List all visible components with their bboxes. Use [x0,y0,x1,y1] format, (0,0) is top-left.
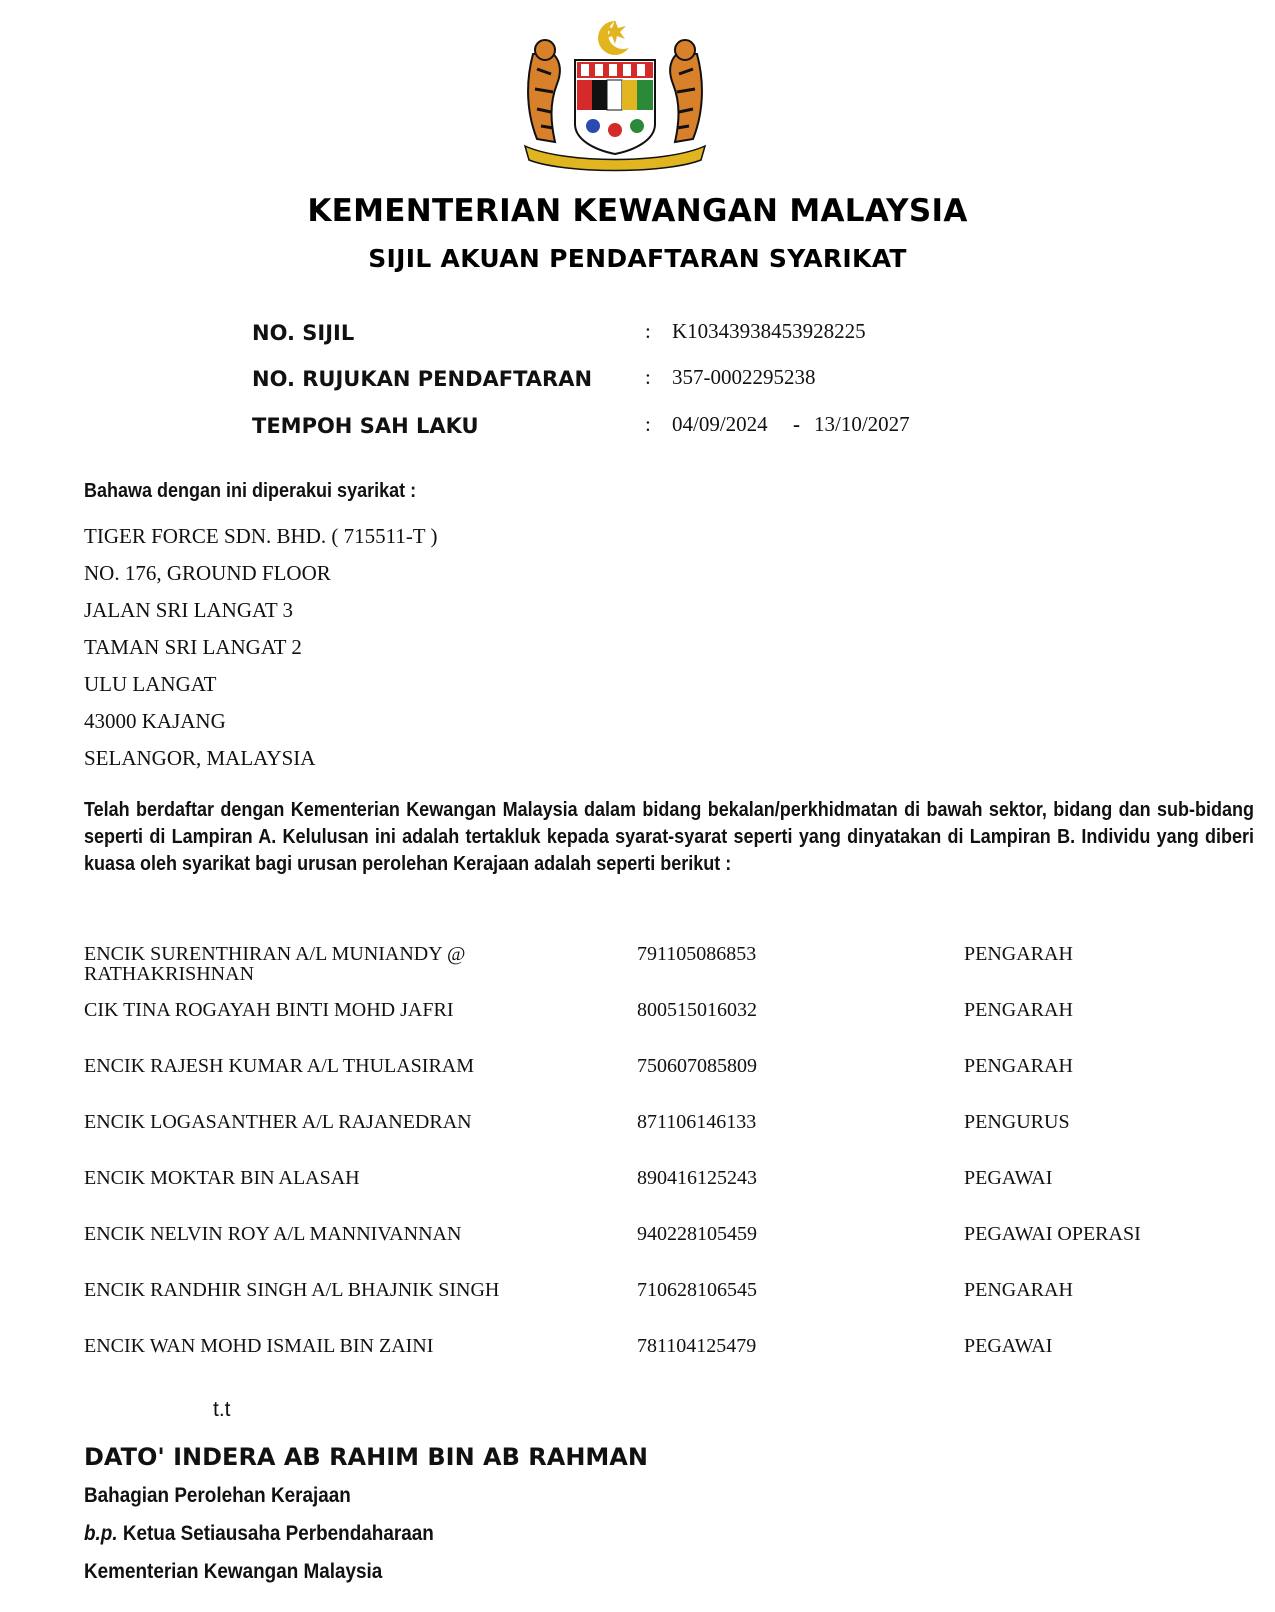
person-role: PENGARAH [964,943,1073,965]
bp-prefix: b.p. [84,1522,118,1545]
person-role: PENGARAH [964,999,1073,1021]
ref-no-row [252,367,1052,397]
person-role: PEGAWAI OPERASI [964,1223,1141,1245]
person-id: 800515016032 [637,999,757,1021]
validity-from: 04/09/2024 [672,412,768,436]
signed-marker: t.t [213,1398,231,1421]
address-line: SELANGOR, MALAYSIA [84,746,316,770]
bp-title: Ketua Setiausaha Perbendaharaan [117,1522,434,1545]
person-id: 890416125243 [637,1167,757,1189]
colon: : [645,365,651,389]
signatory-division: Bahagian Perolehan Kerajaan [84,1484,351,1507]
person-id: 940228105459 [637,1223,757,1245]
signatory-ministry: Kementerian Kewangan Malaysia [84,1560,383,1583]
person-role: PEGAWAI [964,1335,1053,1357]
validity-separator: - [793,412,800,436]
person-role: PENGARAH [964,1279,1073,1301]
person-name: ENCIK MOKTAR BIN ALASAH [84,1167,360,1189]
person-id: 871106146133 [637,1111,757,1133]
ministry-title: KEMENTERIAN KEWANGAN MALAYSIA [307,193,968,229]
address-line: 43000 KAJANG [84,709,226,733]
address-line: NO. 176, GROUND FLOOR [84,561,331,585]
validity-to: 13/10/2027 [814,412,910,436]
ref-no-label: NO. RUJUKAN PENDAFTARAN [252,367,593,391]
address-line: TAMAN SRI LANGAT 2 [84,635,302,659]
company-name: TIGER FORCE SDN. BHD. ( 715511-T ) [84,524,438,548]
address-line: JALAN SRI LANGAT 3 [84,598,294,622]
person-name: ENCIK RANDHIR SINGH A/L BHAJNIK SINGH [84,1279,500,1301]
cert-no-label: NO. SIJIL [252,321,355,345]
person-name: ENCIK RAJESH KUMAR A/L THULASIRAM [84,1055,475,1077]
cert-no-row [252,321,1052,351]
person-id: 750607085809 [637,1055,757,1077]
ref-no-value: 357-0002295238 [672,365,816,389]
address-line: ULU LANGAT [84,672,217,696]
signatory-name: DATO' INDERA AB RAHIM BIN AB RAHMAN [84,1443,648,1471]
cert-no-value: K10343938453928225 [672,319,866,343]
person-role: PENGARAH [964,1055,1073,1077]
colon: : [645,319,651,343]
intro-text: Bahawa dengan ini diperakui syarikat : [84,480,417,502]
person-name: ENCIK SURENTHIRAN A/L MUNIANDY @ RATHAKRISHNAN [84,943,466,985]
coat-of-arms-icon [515,14,715,174]
person-name: ENCIK NELVIN ROY A/L MANNIVANNAN [84,1223,462,1245]
registration-paragraph: Telah berdaftar dengan Kementerian Kewangan Malaysia dalam bidang bekalan/perkhidmatan di bawah sektor, bidang dan sub-bidang seperti di Lampiran A. Kelulusan ini adalah tertakluk kepada syarat-syarat seperti yang dinyatakan di Lampiran B. Individu yang diberi kuasa oleh syarikat bagi urusan perolehan Kerajaan adalah seperti berikut : [84,799,1254,875]
person-role: PENGURUS [964,1111,1070,1133]
person-id: 710628106545 [637,1279,757,1301]
colon: : [645,412,651,436]
person-name: ENCIK WAN MOHD ISMAIL BIN ZAINI [84,1335,434,1357]
signatory-title [84,1522,434,1546]
person-name: ENCIK LOGASANTHER A/L RAJANEDRAN [84,1111,472,1133]
person-role: PEGAWAI [964,1167,1053,1189]
validity-row [252,414,1052,444]
person-id: 781104125479 [637,1335,757,1357]
certificate-title: SIJIL AKUAN PENDAFTARAN SYARIKAT [368,244,907,273]
person-id: 791105086853 [637,943,757,965]
person-name: CIK TINA ROGAYAH BINTI MOHD JAFRI [84,999,454,1021]
validity-label: TEMPOH SAH LAKU [252,414,479,438]
